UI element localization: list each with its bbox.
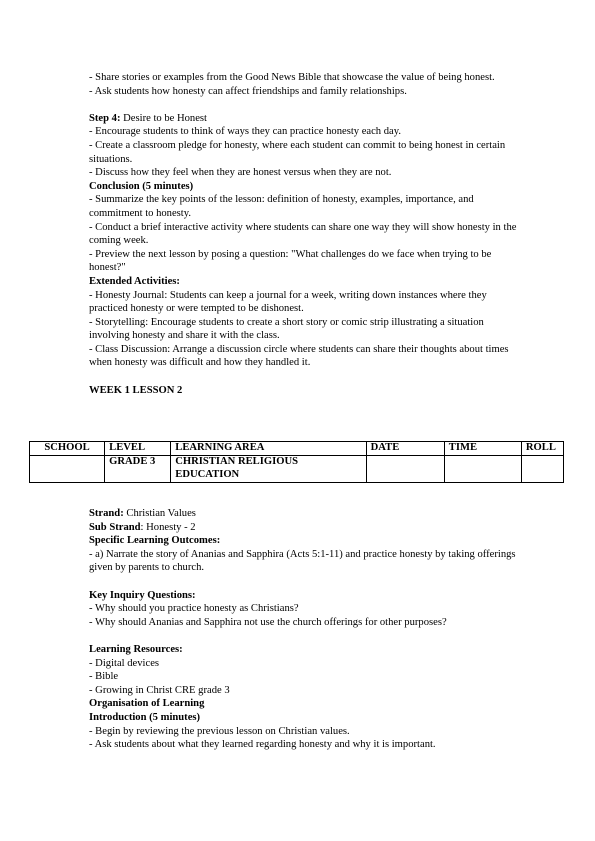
text-line: [89, 139, 519, 166]
bold-heading: Extended Activities:: [89, 275, 180, 287]
text-line: [89, 85, 519, 99]
bold-heading: Strand:: [89, 508, 124, 519]
body-text: - Create a classroom pledge for honesty, where each student can commit to being honest in certain situations.: [89, 139, 506, 165]
body-text: - Digital devices: [89, 657, 160, 669]
paragraph-gap: [89, 98, 519, 112]
text-line: [89, 193, 519, 220]
text-line: [89, 289, 519, 316]
body-text: - Begin by reviewing the previous lesson on Christian values.: [89, 725, 350, 737]
body-text: - Ask students how honesty can affect friendships and family relationships.: [89, 85, 407, 97]
body-text: - Storytelling: Encourage students to create a short story or comic strip illustrating a situation involving honesty and share it with the class.: [89, 316, 484, 342]
text-line: [89, 343, 519, 370]
table-row: [30, 456, 564, 483]
text-line: [89, 616, 519, 630]
text-line: [89, 125, 519, 139]
body-text: Desire to be Honest: [120, 112, 207, 124]
cell-time: [444, 456, 521, 483]
body-text: - Discuss how they feel when they are honest versus when they are not.: [89, 167, 392, 179]
text-line: [89, 275, 519, 289]
bold-heading: Organisation of Learning: [89, 698, 205, 710]
table-header-row: [30, 442, 564, 456]
text-line: [89, 697, 519, 711]
bold-heading: Specific Learning Outcomes:: [89, 535, 221, 547]
text-line: [89, 71, 519, 85]
text-line: [89, 180, 519, 194]
lesson-info-table-wrap: [29, 441, 564, 483]
text-line: [89, 657, 519, 671]
text-line: [89, 602, 519, 616]
header-roll: ROLL: [521, 442, 563, 456]
body-text: - Conduct a brief interactive activity where students can share one way they will show honesty in the coming week.: [89, 221, 517, 247]
body-text: - Share stories or examples from the Good News Bible that showcase the value of being honest.: [89, 72, 495, 83]
text-line: [89, 643, 519, 657]
text-line: [89, 507, 519, 521]
cell-learning-area: CHRISTIAN RELIGIOUS EDUCATION: [171, 456, 366, 483]
text-line: [89, 684, 519, 698]
body-text: - Bible: [89, 671, 119, 683]
bold-heading: Conclusion (5 minutes): [89, 180, 194, 192]
bold-heading: WEEK 1 LESSON 2: [89, 384, 183, 396]
body-text: - Preview the next lesson by posing a question: "What challenges do we face when trying to be honest?": [89, 248, 492, 274]
bold-heading: Learning Resources:: [89, 643, 183, 655]
body-text: - Growing in Christ CRE grade 3: [89, 684, 230, 696]
paragraph-gap: [89, 370, 519, 384]
bold-heading: Step 4:: [89, 112, 121, 124]
body-text: - a) Narrate the story of Ananias and Sapphira (Acts 5:1-11) and practice honesty by taking offerings given by parents to church.: [89, 548, 516, 574]
bold-heading: Key Inquiry Questions:: [89, 589, 196, 601]
paragraph-gap: [89, 629, 519, 643]
header-learning-area: LEARNING AREA: [171, 442, 366, 456]
header-school: SCHOOL: [30, 442, 105, 456]
body-text: - Ask students about what they learned regarding honesty and why it is important.: [89, 739, 436, 751]
bold-heading: Introduction (5 minutes): [89, 711, 201, 723]
lesson-info-table: [29, 441, 564, 483]
body-text: Christian Values: [123, 508, 196, 519]
text-line: [89, 589, 519, 603]
text-line: [89, 384, 519, 398]
text-line: [89, 521, 519, 535]
body-text: - Class Discussion: Arrange a discussion circle where students can share their thoughts about times when honesty was difficult and how they handled it.: [89, 343, 509, 369]
text-line: [89, 112, 519, 126]
body-text: - Honesty Journal: Students can keep a journal for a week, writing down instances where they practiced honesty or were tempted to be dishonest.: [89, 289, 487, 315]
lesson-notes-part-2: [89, 507, 519, 752]
text-line: [89, 725, 519, 739]
text-line: [89, 248, 519, 275]
body-text: - Summarize the key points of the lesson: definition of honesty, examples, importance, and commitment to honesty.: [89, 194, 474, 219]
header-time: TIME: [444, 442, 521, 456]
cell-roll: [521, 456, 563, 483]
paragraph-gap: [89, 575, 519, 589]
bold-heading: Sub Strand: [89, 521, 141, 533]
text-line: [89, 670, 519, 684]
body-text: : Honesty - 2: [140, 521, 196, 533]
text-line: [89, 548, 519, 575]
header-level: LEVEL: [105, 442, 171, 456]
text-line: [89, 166, 519, 180]
text-line: [89, 534, 519, 548]
cell-school: [30, 456, 105, 483]
text-line: [89, 316, 519, 343]
text-line: [89, 738, 519, 752]
body-text: - Why should you practice honesty as Christians?: [89, 603, 299, 615]
cell-date: [366, 456, 444, 483]
text-line: [89, 711, 519, 725]
body-text: - Why should Ananias and Sapphira not use the church offerings for other purposes?: [89, 616, 447, 628]
cell-level: GRADE 3: [105, 456, 171, 483]
text-line: [89, 221, 519, 248]
body-text: - Encourage students to think of ways they can practice honesty each day.: [89, 126, 402, 138]
lesson-notes-part-1: [89, 71, 519, 397]
header-date: DATE: [366, 442, 444, 456]
